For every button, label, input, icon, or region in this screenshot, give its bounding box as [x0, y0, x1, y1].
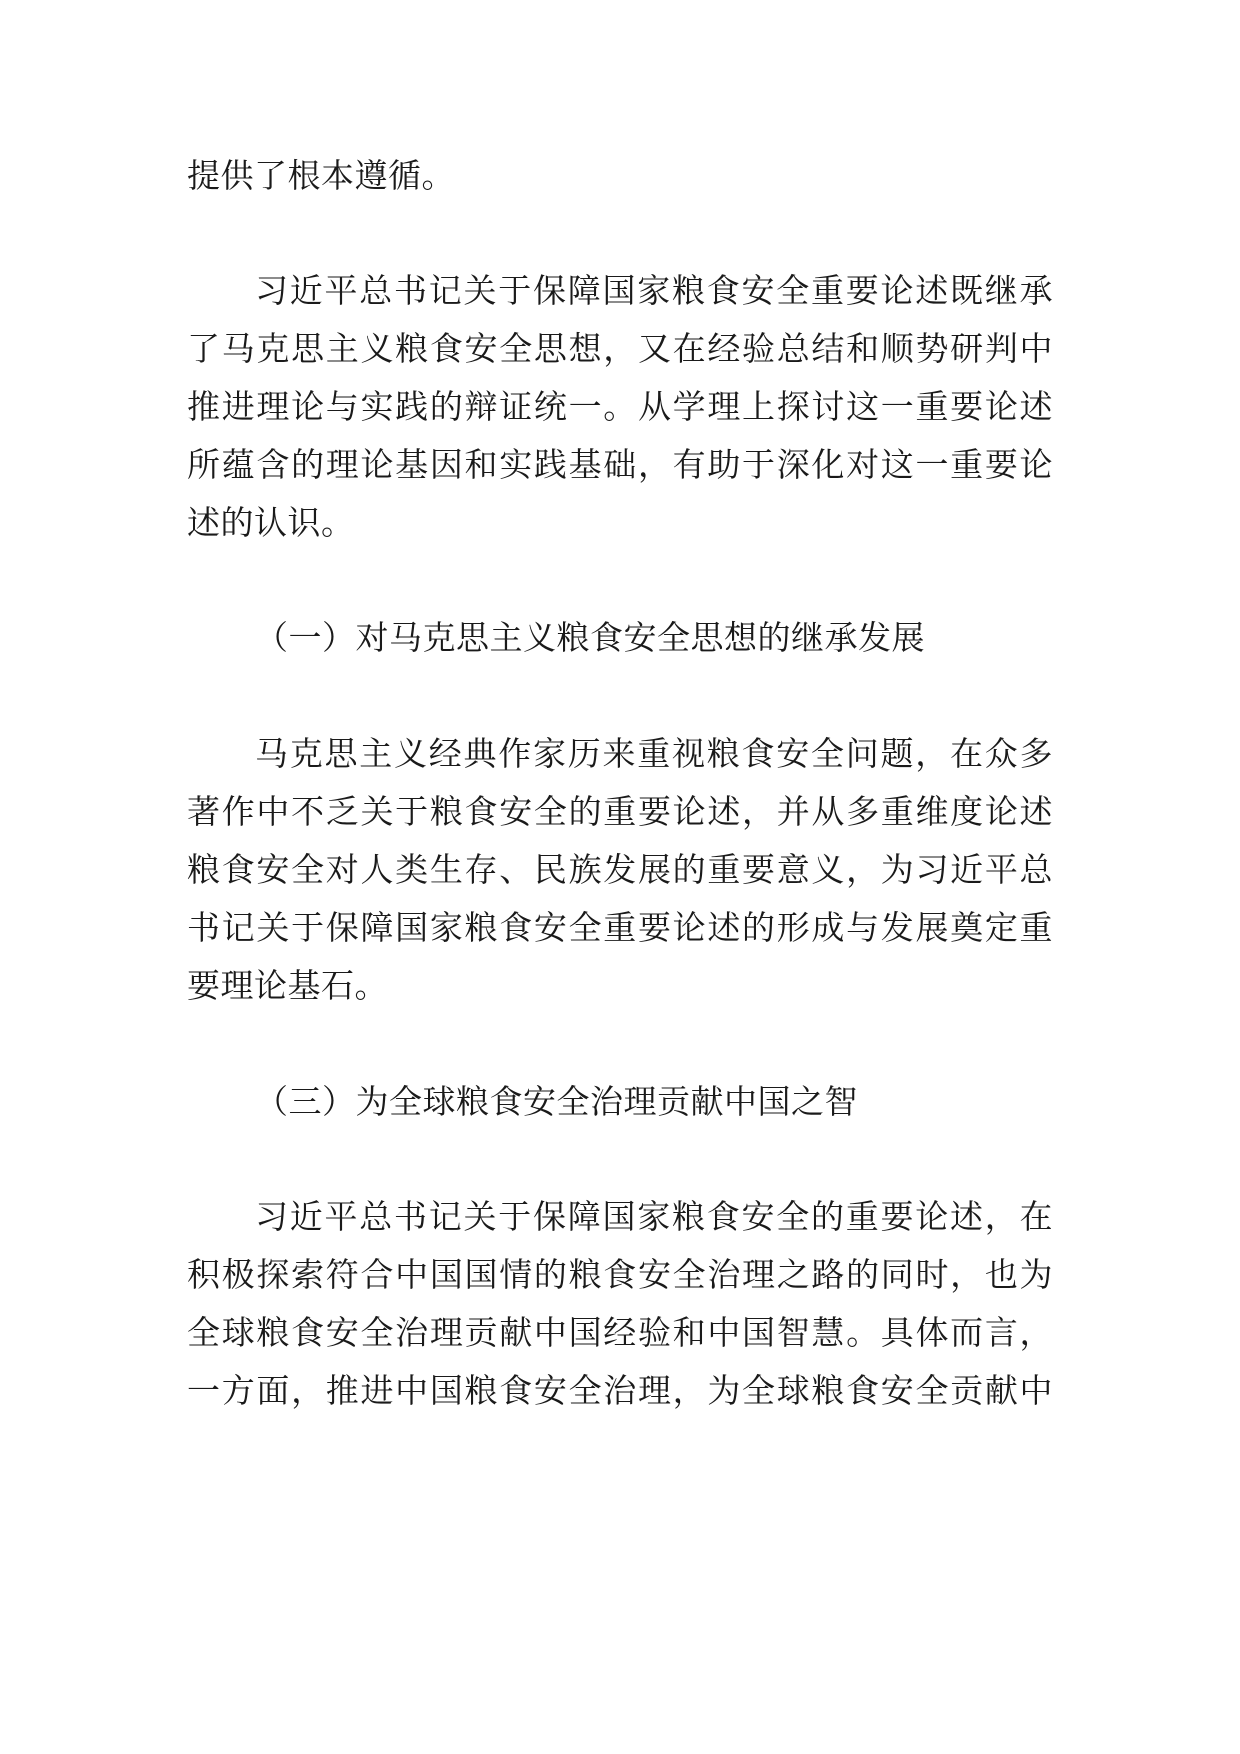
paragraph-line: 全球粮食安全治理贡献中国经验和中国智慧。具体而言， [187, 1313, 1053, 1352]
paragraph-line: 述的认识。 [187, 503, 355, 542]
paragraph-line: 书记关于保障国家粮食安全重要论述的形成与发展奠定重 [187, 908, 1053, 947]
paragraph-line: 一方面，推进中国粮食安全治理，为全球粮食安全贡献中 [187, 1371, 1053, 1410]
paragraph-line: 粮食安全对人类生存、民族发展的重要意义，为习近平总 [187, 850, 1053, 889]
paragraph-line: 所蕴含的理论基因和实践基础，有助于深化对这一重要论 [187, 445, 1053, 484]
section-heading: （一）对马克思主义粮食安全思想的继承发展 [255, 618, 925, 657]
paragraph-line: 要理论基石。 [187, 966, 388, 1005]
paragraph-line: 积极探索符合中国国情的粮食安全治理之路的同时，也为 [187, 1255, 1053, 1294]
paragraph-line: 习近平总书记关于保障国家粮食安全重要论述既继承 [255, 271, 1053, 310]
paragraph-line: 著作中不乏关于粮食安全的重要论述，并从多重维度论述 [187, 792, 1053, 831]
paragraph-line: 了马克思主义粮食安全思想，又在经验总结和顺势研判中 [187, 329, 1053, 368]
paragraph-line: 提供了根本遵循。 [187, 156, 455, 195]
paragraph-line: 推进理论与实践的辩证统一。从学理上探讨这一重要论述 [187, 387, 1053, 426]
paragraph-line: 马克思主义经典作家历来重视粮食安全问题，在众多 [255, 734, 1053, 773]
section-heading: （三）为全球粮食安全治理贡献中国之智 [255, 1082, 858, 1121]
paragraph-line: 习近平总书记关于保障国家粮食安全的重要论述，在 [255, 1197, 1053, 1236]
